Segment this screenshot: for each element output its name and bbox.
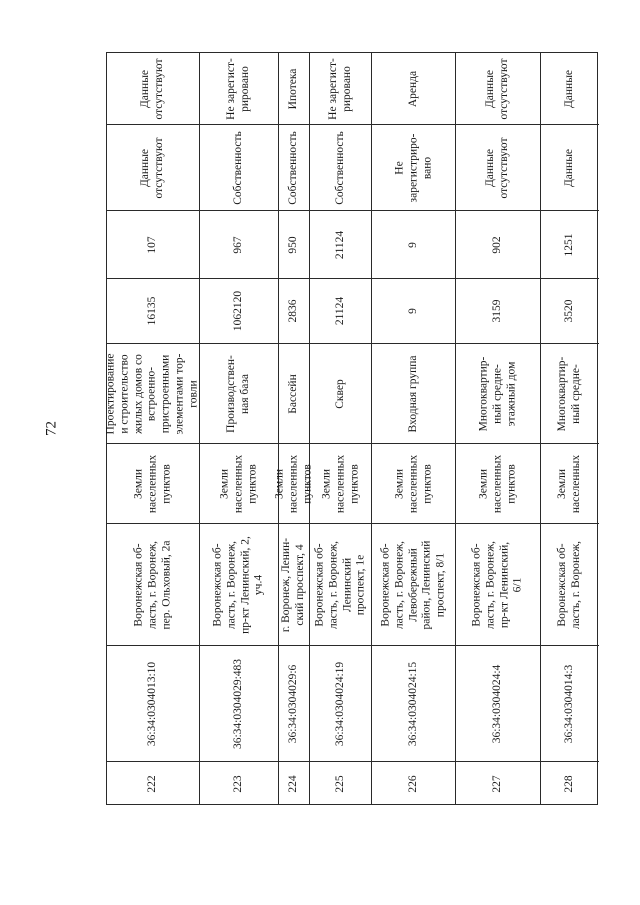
cell-encumbrance-text: Ипотека <box>287 68 300 109</box>
cell-encumbrance-text: Данные отсутствуют <box>484 58 510 120</box>
cell-cadastral-text: 36:34:0304013:10 <box>146 661 159 746</box>
cell-category <box>107 443 199 523</box>
cell-category-text: Земли населенных пунктов <box>477 454 517 513</box>
cell-num-text: 223 <box>232 775 245 793</box>
table-row <box>456 53 541 804</box>
cell-cadastral <box>541 645 599 761</box>
cell-right-text: Собственность <box>232 130 245 205</box>
cell-use-text: Проектирование и строительство жилых домов со встроенно- пристроенными элементами тор- говли <box>104 353 200 434</box>
cell-right <box>541 124 599 210</box>
cell-category <box>456 443 540 523</box>
cell-address-text: Воронежская об- ласть, г. Воронеж, пр-кт Ленинский, 6/1 <box>470 540 524 629</box>
cell-encumbrance-text: Данные <box>563 69 576 108</box>
cell-encumbrance-text: Не зарегист- рировано <box>225 57 251 120</box>
cell-value-text: 902 <box>491 235 504 254</box>
cell-use-text: Входная группа <box>406 355 419 433</box>
cell-category <box>310 443 371 523</box>
cell-address-text: Воронежская об- ласть, г. Воронеж, пер. Ольховый, 2а <box>132 539 172 630</box>
cell-area <box>372 278 455 343</box>
cell-num <box>200 761 278 806</box>
cell-encumbrance-text: Аренда <box>406 70 419 107</box>
cell-use <box>104 343 200 443</box>
cell-encumbrance <box>372 53 455 124</box>
cell-address <box>310 523 371 645</box>
cell-area <box>456 278 540 343</box>
cell-encumbrance-text: Данные отсутствуют <box>139 58 165 120</box>
cell-encumbrance <box>456 53 540 124</box>
cell-cadastral <box>200 645 278 761</box>
cell-value-text: 107 <box>146 235 159 254</box>
cell-value-text: 21124 <box>333 230 346 259</box>
table-row <box>541 53 599 804</box>
land-plots-table <box>106 52 598 805</box>
cell-category-text: Земли населенных пунктов <box>319 454 360 513</box>
cell-area <box>200 278 278 343</box>
table-row <box>200 53 279 804</box>
cell-area-text: 1062120 <box>232 290 245 332</box>
cell-category-text: Земли населенных пунктов <box>218 454 258 513</box>
cell-category <box>200 443 278 523</box>
cell-num-text: 225 <box>333 775 346 793</box>
cell-area-text: 3520 <box>563 299 576 323</box>
cell-right-text: Собственность <box>287 130 300 205</box>
cell-num-text: 222 <box>146 775 159 793</box>
cell-use-text: Бассейн <box>287 373 300 414</box>
cell-right <box>456 124 540 210</box>
cell-area <box>541 278 599 343</box>
cell-value <box>200 210 278 278</box>
cell-cadastral-text: 36:34:0304029:483 <box>232 658 245 749</box>
cell-area <box>107 278 199 343</box>
cell-encumbrance <box>541 53 599 124</box>
cell-encumbrance <box>310 53 371 124</box>
cell-use-text: Производствен- ная база <box>225 354 251 433</box>
cell-value <box>107 210 199 278</box>
cell-address <box>456 523 540 645</box>
page-number: 72 <box>43 421 60 436</box>
cell-area-text: 21124 <box>333 296 346 326</box>
cell-cadastral <box>310 645 371 761</box>
cell-area-text: 9 <box>406 308 419 314</box>
cell-value <box>279 210 309 278</box>
cell-category-text: Земли населенных пунктов <box>273 454 313 513</box>
cell-right-text: Не зарегистриро- вано <box>392 133 433 202</box>
cell-value <box>456 210 540 278</box>
cell-cadastral-text: 36:34:0304024:4 <box>491 664 504 743</box>
cell-use <box>279 343 309 443</box>
cell-value <box>541 210 599 278</box>
cell-encumbrance <box>200 53 278 124</box>
cell-cadastral <box>279 645 309 761</box>
cell-num-text: 228 <box>563 775 576 793</box>
cell-value-text: 950 <box>287 235 300 254</box>
cell-right-text: Собственность <box>333 130 346 205</box>
cell-num <box>310 761 371 806</box>
cell-right-text: Данные отсутствуют <box>484 137 510 199</box>
cell-address-text: г. Воронеж, Ленин- ский проспект, 4 <box>280 537 306 632</box>
cell-use <box>372 343 455 443</box>
cell-num-text: 224 <box>287 775 300 793</box>
cell-use <box>310 343 371 443</box>
cell-category-text: Земли населенных пунктов <box>132 454 172 513</box>
cell-category-text: Земли населенных <box>556 454 582 513</box>
table-row <box>310 53 372 804</box>
cell-category-text: Земли населенных пунктов <box>392 454 433 513</box>
cell-num-text: 226 <box>406 775 419 793</box>
cell-address <box>279 523 309 645</box>
cell-area-text: 2836 <box>287 299 300 323</box>
cell-use-text: Многоквартир- ный средне- <box>556 356 582 431</box>
cell-right <box>279 124 309 210</box>
cell-category <box>273 443 313 523</box>
cell-cadastral <box>372 645 455 761</box>
cell-num <box>372 761 455 806</box>
cell-encumbrance <box>107 53 199 124</box>
cell-cadastral-text: 36:34:0304024:19 <box>333 661 346 746</box>
cell-value-text: 1251 <box>563 233 576 256</box>
cell-address <box>541 523 599 645</box>
cell-cadastral-text: 36:34:0304014:3 <box>563 664 576 743</box>
cell-address-text: Воронежская об- ласть, г. Воронеж, Левобережный район, Ленинский проспект, 8/1 <box>379 540 447 629</box>
cell-area-text: 16135 <box>146 296 159 326</box>
cell-area <box>279 278 309 343</box>
cell-right-text: Данные отсутствуют <box>139 137 165 199</box>
cell-address-text: Воронежская об- ласть, г. Воронеж, <box>556 540 582 629</box>
cell-address <box>200 523 278 645</box>
cell-address-text: Воронежская об- ласть, г. Воронеж, Ленинский проспект, 1е <box>312 540 367 629</box>
cell-encumbrance-text: Не зарегист- рировано <box>326 57 353 120</box>
cell-num-text: 227 <box>491 775 504 793</box>
cell-cadastral <box>107 645 199 761</box>
cell-category <box>541 443 599 523</box>
cell-use <box>541 343 599 443</box>
cell-num <box>107 761 199 806</box>
cell-address-text: Воронежская об- ласть, г. Воронеж, пр-кт Ленинский, 2, уч.4 <box>211 535 265 634</box>
cell-num <box>279 761 309 806</box>
cell-value <box>372 210 455 278</box>
cell-address <box>372 523 455 645</box>
cell-right <box>310 124 371 210</box>
cell-right <box>200 124 278 210</box>
cell-area <box>310 278 371 343</box>
cell-right <box>107 124 199 210</box>
cell-category <box>372 443 455 523</box>
cell-value-text: 967 <box>232 235 245 254</box>
cell-value <box>310 210 371 278</box>
cell-use-text: Многоквартир- ный средне- этажный дом <box>477 356 517 431</box>
cell-use <box>200 343 278 443</box>
table-row <box>104 53 200 804</box>
cell-num <box>456 761 540 806</box>
cell-encumbrance <box>279 53 309 124</box>
cell-use-text: Сквер <box>333 378 346 409</box>
cell-address <box>107 523 199 645</box>
table-row <box>273 53 313 804</box>
cell-use <box>456 343 540 443</box>
cell-cadastral-text: 36:34:0304029:6 <box>287 664 300 743</box>
cell-right-text: Данные <box>563 148 576 187</box>
table-row <box>372 53 456 804</box>
cell-value-text: 9 <box>406 241 419 248</box>
cell-num <box>541 761 599 806</box>
cell-area-text: 3159 <box>491 299 504 323</box>
cell-cadastral-text: 36:34:0304024:15 <box>406 661 419 746</box>
cell-cadastral <box>456 645 540 761</box>
cell-right <box>372 124 455 210</box>
